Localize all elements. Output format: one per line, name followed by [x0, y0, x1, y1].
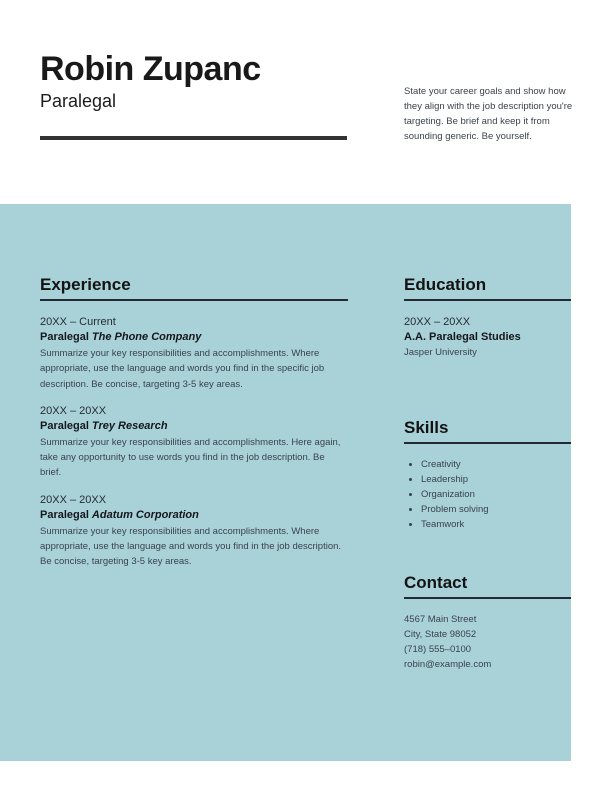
skills-heading: Skills: [404, 418, 571, 444]
education-heading: Education: [404, 275, 571, 301]
education-degree: A.A. Paralegal Studies: [404, 331, 521, 343]
contact-email: robin@example.com: [404, 659, 492, 670]
job-role: Paralegal: [40, 508, 89, 521]
education-section: [404, 275, 571, 359]
contact-section: [404, 573, 571, 672]
skills-section: [404, 418, 571, 532]
contact-heading: Contact: [404, 573, 571, 599]
job-description: Summarize your key responsibilities and accomplishments. Where appropriate, use the language and words you find in the job description. Be concise, targeting 3-5 key areas.: [40, 525, 342, 568]
skill-item: • Problem solving: [421, 502, 571, 517]
skill-item: • Organization: [421, 487, 571, 502]
contact-body: [404, 612, 571, 672]
job-company: Adatum Corporation: [91, 508, 199, 521]
person-title: Paralegal: [40, 91, 117, 111]
career-summary: State your career goals and show how they align with the job description you're targeting. Be brief and keep it from sounding generic. Be yourself.: [404, 86, 573, 142]
education-body: [404, 316, 571, 359]
job-role: Paralegal: [40, 331, 89, 343]
experience-section: [40, 275, 348, 570]
job-title: [40, 509, 348, 522]
education-school: Jasper University: [404, 347, 477, 358]
header-rule: [40, 136, 347, 140]
job-entry: [40, 494, 348, 570]
contact-city-state: City, State 98052: [404, 629, 477, 640]
job-description: Summarize your key responsibilities and accomplishments. Here again, take any opportunity to use words you find in the job description. Be brief.: [40, 436, 341, 479]
skills-list: [404, 457, 571, 532]
job-company: Trey Research: [91, 419, 168, 432]
contact-phone: (718) 555–0100: [404, 644, 472, 655]
job-title: [40, 331, 348, 344]
skill-item: • Leadership: [421, 472, 571, 487]
person-name: Robin Zupanc: [40, 50, 261, 88]
job-company: The Phone Company: [91, 331, 202, 343]
job-title: [40, 420, 348, 433]
experience-heading: Experience: [40, 275, 348, 301]
job-dates: 20XX – Current: [40, 316, 116, 328]
skill-item: • Teamwork: [421, 517, 571, 532]
job-description: Summarize your key responsibilities and accomplishments. Where appropriate, use the language and words you find in the specific job description. Be concise, targeting 3-5 key areas.: [40, 348, 325, 390]
job-dates: 20XX – 20XX: [40, 404, 107, 417]
job-role: Paralegal: [40, 419, 89, 432]
experience-body: [40, 316, 348, 570]
skill-item: • Creativity: [421, 457, 571, 472]
contact-street: 4567 Main Street: [404, 614, 477, 625]
job-entry: [40, 405, 348, 481]
job-entry: [40, 316, 348, 392]
header: [40, 50, 370, 112]
education-dates: 20XX – 20XX: [404, 316, 471, 328]
job-dates: 20XX – 20XX: [40, 493, 107, 506]
